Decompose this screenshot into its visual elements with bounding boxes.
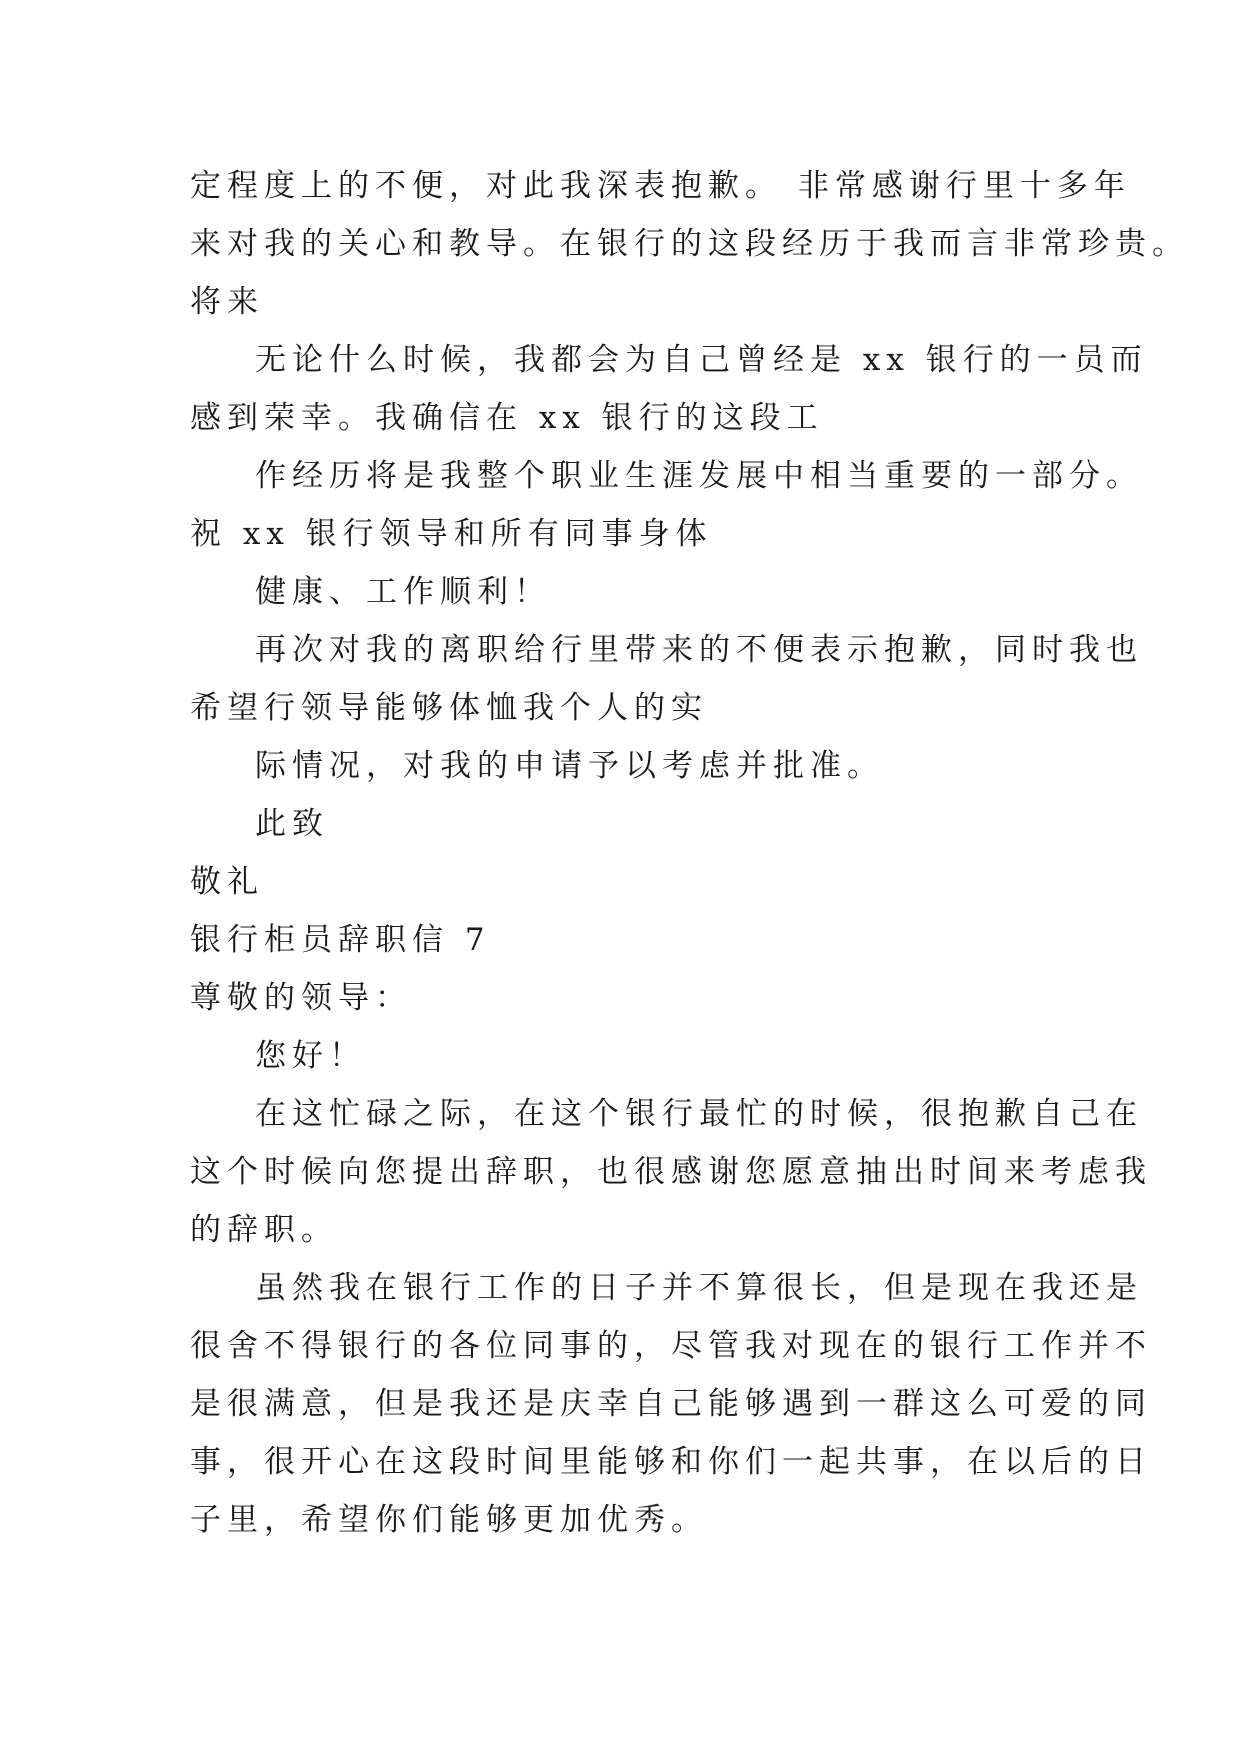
text-line: 际情况，对我的申请予以考虑并批准。 (255, 748, 884, 784)
greeting-hello: 您好！ (255, 1038, 366, 1074)
text-line: 的辞职。 (190, 1212, 338, 1248)
text-line: 虽然我在银行工作的日子并不算很长，但是现在我还是 (255, 1270, 1143, 1306)
text-line: 定程度上的不便，对此我深表抱歉。 非常感谢行里十多年 (190, 168, 1131, 204)
letter-heading: 银行柜员辞职信 7 (190, 922, 491, 958)
text-line: 健康、工作顺利！ (255, 574, 551, 610)
text-line: 将来 (190, 284, 264, 320)
text-line: 希望行领导能够体恤我个人的实 (190, 690, 708, 726)
text-line: 这个时候向您提出辞职，也很感谢您愿意抽出时间来考虑我 (190, 1154, 1152, 1190)
text-line: 无论什么时候，我都会为自己曾经是 xx 银行的一员而 (255, 342, 1148, 378)
text-line: 很舍不得银行的各位同事的，尽管我对现在的银行工作并不 (190, 1328, 1152, 1364)
text-line: 祝 xx 银行领导和所有同事身体 (190, 516, 713, 552)
text-line: 在这忙碌之际，在这个银行最忙的时候，很抱歉自己在 (255, 1096, 1143, 1132)
text-line: 来对我的关心和教导。在银行的这段经历于我而言非常珍贵。 (190, 226, 1189, 262)
closing-salutation: 此致 (255, 806, 329, 842)
greeting: 尊敬的领导： (190, 980, 412, 1016)
text-line: 再次对我的离职给行里带来的不便表示抱歉，同时我也 (255, 632, 1143, 668)
text-line: 作经历将是我整个职业生涯发展中相当重要的一部分。 (255, 458, 1143, 494)
text-line: 事，很开心在这段时间里能够和你们一起共事，在以后的日 (190, 1444, 1152, 1480)
text-line: 是很满意，但是我还是庆幸自己能够遇到一群这么可爱的同 (190, 1386, 1152, 1422)
text-line: 感到荣幸。我确信在 xx 银行的这段工 (190, 400, 824, 436)
text-line: 子里，希望你们能够更加优秀。 (190, 1502, 708, 1538)
closing-regards: 敬礼 (190, 864, 264, 900)
